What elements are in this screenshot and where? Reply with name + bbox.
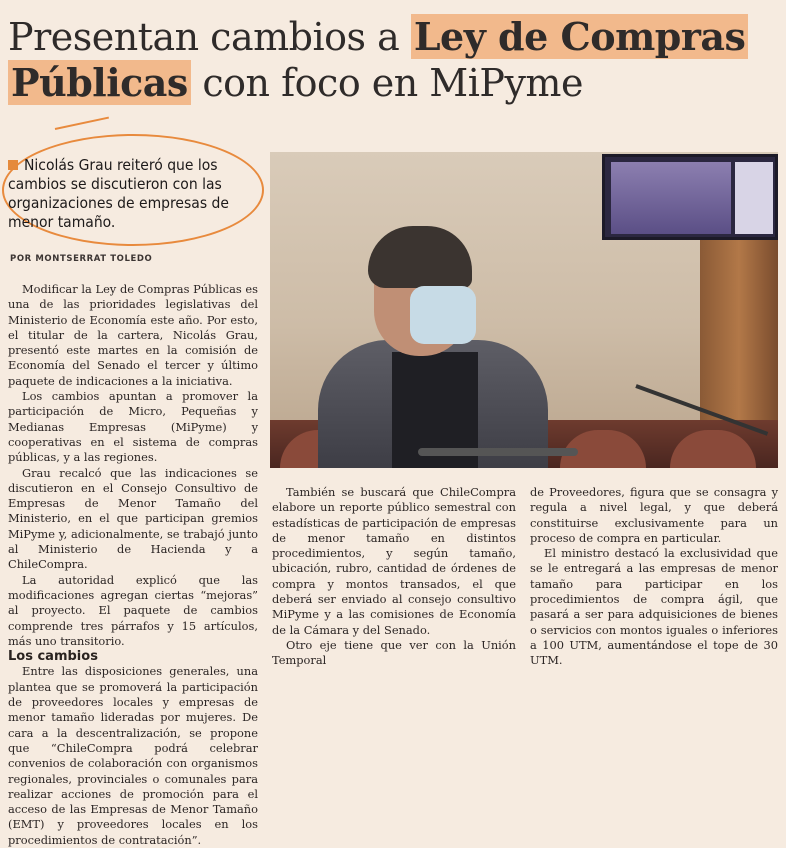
annotation-stroke xyxy=(55,117,109,130)
article-column-2 xyxy=(272,485,516,669)
section-subhead: Los cambios xyxy=(8,649,98,665)
paragraph: El ministro destacó la exclusividad que se le entregará a las empresas de menor tamaño para participar en los procedimientos de compra ágil, que pasará a ser para adquisiciones de bienes o servicios con montos iguales o inferiores a 100 UTM, aumentándose el tope de 30 UTM. xyxy=(530,546,778,668)
article-column-3 xyxy=(530,485,778,669)
lead-text: Nicolás Grau reiteró que los cambios se discutieron con las organizaciones de empresas de menor tamaño. xyxy=(8,156,229,231)
microphone xyxy=(418,448,578,456)
headline xyxy=(8,14,784,106)
paragraph: Otro eje tiene que ver con la Unión Temporal xyxy=(272,637,516,668)
bullet-square-icon xyxy=(8,160,18,170)
face-mask xyxy=(410,286,476,344)
headline-highlight-1: Ley de Compras xyxy=(411,14,749,59)
paragraph: La autoridad explicó que las modificaciones agregan ciertas “mejoras” al proyecto. El paquete de cambios comprende tres párrafos y 15 artículos, más uno transitorio. xyxy=(8,572,258,648)
paragraph: Grau recalcó que las indicaciones se discutieron en el Consejo Consultivo de Empresas de Menor Tamaño del Ministerio, en el que participan gremios MiPyme y, adicionalmente, se trabajó junto al Ministerio de Hacienda y a ChileCompra. xyxy=(8,465,258,572)
byline: POR MONTSERRAT TOLEDO xyxy=(10,254,153,264)
paragraph: Modificar la Ley de Compras Públicas es una de las prioridades legislativas del Ministerio de Economía este año. Por esto, el titular de la cartera, Nicolás Grau, presentó este martes en la comisión de Economía del Senado el tercer y último paquete de indicaciones a la iniciativa. xyxy=(8,282,258,388)
paragraph: de Proveedores, figura que se consagra y regula a nivel legal, y que deberá constituirse exclusivamente para un proceso de compra en particular. xyxy=(530,485,778,545)
tv-screen xyxy=(602,154,778,240)
article-column-1 xyxy=(8,282,258,848)
paragraph: Entre las disposiciones generales, una plantea que se promoverá la participación de proveedores locales y empresas de menor tamaño lideradas por mujeres. De cara a la descentralización, se propone que “ChileCompra podrá celebrar convenios de colaboración con organismos regionales, provinciales o comunales para realizar acciones de promoción para el acceso de las Empresas de Menor Tamaño (EMT) y proveedores locales en los procedimientos de contratación”. xyxy=(8,664,258,847)
paragraph: Los cambios apuntan a promover la participación de Micro, Pequeñas y Medianas Empresas (MiPyme) y cooperativas en el sistema de compras públicas, y a las regiones. xyxy=(8,389,258,465)
headline-part-1: Presentan cambios a xyxy=(8,15,411,59)
article-photo xyxy=(270,152,778,468)
headline-highlight-2: Públicas xyxy=(8,60,191,105)
headline-part-2: con foco en MiPyme xyxy=(190,61,583,105)
lead-summary xyxy=(8,156,266,232)
paragraph: También se buscará que ChileCompra elabore un reporte público semestral con estadísticas de participación de empresas de menor tamaño en distintos procedimientos, y según tamaño, ubicación, rubro, cantidad de órdenes de compra y montos transados, el que deberá ser enviado al consejo consultivo MiPyme y a las comisiones de Economía de la Cámara y del Senado. xyxy=(272,485,516,637)
